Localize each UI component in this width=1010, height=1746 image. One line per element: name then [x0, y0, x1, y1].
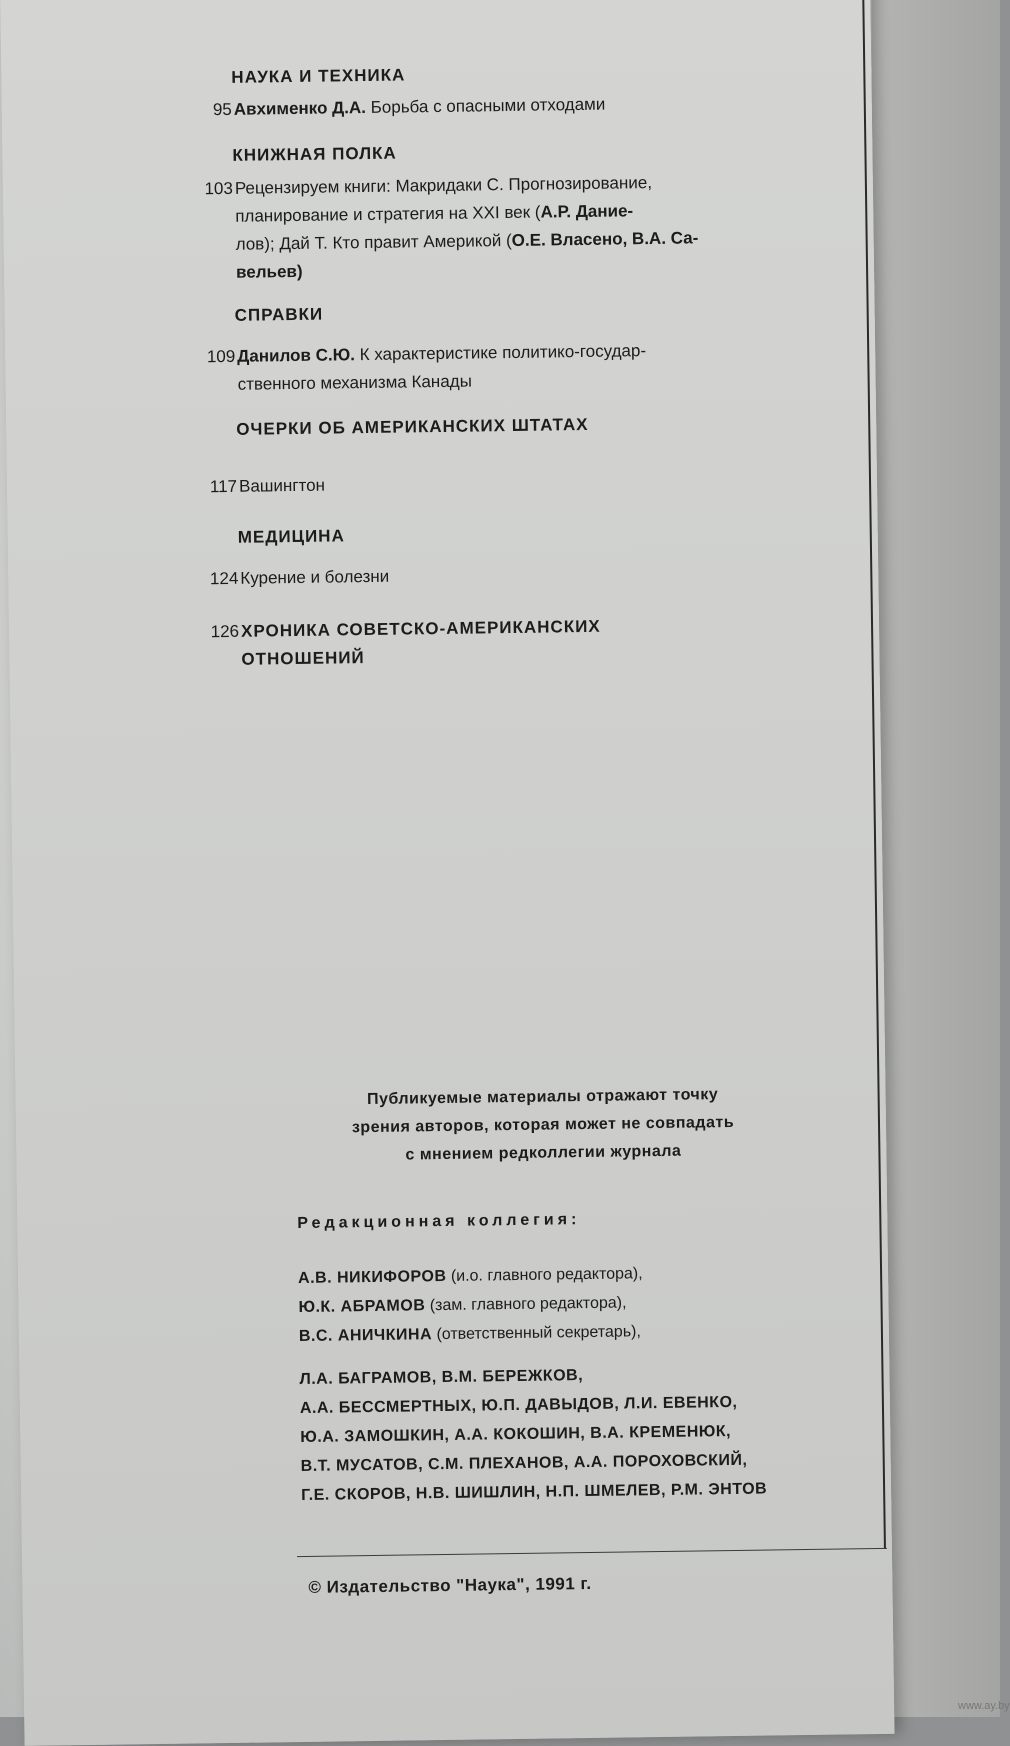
entry-title: ХРОНИКА СОВЕТСКО-АМЕРИКАНСКИХ	[240, 616, 601, 641]
entry-title: ОТНОШЕНИЙ	[241, 648, 365, 669]
section-heading-books: КНИЖНАЯ ПОЛКА	[232, 143, 397, 165]
entry-reviewer: А.Р. Даниe-	[540, 201, 634, 222]
member-line: В.Т. МУСАТОВ, С.М. ПЛЕХАНОВ, А.А. ПОРОХОВСКИЙ,	[300, 1451, 748, 1476]
page-number: 95	[212, 99, 232, 120]
entry-line: планирование и стратегия на XXI век (	[235, 202, 541, 226]
copyright-notice: © Издательство "Наука", 1991 г.	[308, 1573, 592, 1597]
entry-title: ственного механизма Канады	[237, 371, 472, 394]
editor-name: В.С. АНИЧКИНА	[298, 1326, 433, 1346]
notice-line: Публикуемые материалы отражают точку	[366, 1086, 719, 1109]
section-heading-references: СПРАВКИ	[234, 304, 324, 325]
page-number: 126	[210, 621, 240, 642]
editor-name: А.В. НИКИФОРОВ	[297, 1267, 447, 1288]
notice-line: зрения авторов, которая может не совпадать	[351, 1113, 735, 1137]
entry-author: Данилов С.Ю.	[237, 345, 356, 366]
editor-role: (ответственный секретарь),	[436, 1323, 641, 1344]
page-edge	[872, 0, 1000, 1717]
toc-entry-109[interactable]	[195, 335, 786, 399]
member-line: Л.А. БАГРАМОВ, В.М. БЕРЕЖКОВ,	[299, 1367, 584, 1389]
member-line: Г.Е. СКОРОВ, Н.В. ШИШЛИН, Н.П. ШМЕЛЕВ, Р.М. ЭНТОВ	[301, 1480, 768, 1505]
page-number: 117	[209, 476, 238, 497]
toc-entry-103[interactable]	[193, 167, 785, 287]
member-line: Ю.А. ЗАМОШКИН, А.А. КОКОШИН, В.А. КРЕМЕНЮК,	[300, 1423, 732, 1447]
editor-role: (зам. главного редактора),	[429, 1294, 627, 1315]
toc-entry-126[interactable]	[199, 610, 790, 674]
footer-rule	[297, 1548, 887, 1557]
disclaimer-notice	[277, 1080, 808, 1171]
toc-entry-95[interactable]	[192, 88, 782, 124]
entry-line: вельев)	[235, 261, 303, 282]
toc-entry-124[interactable]	[198, 557, 788, 593]
section-heading-science: НАУКА И ТЕХНИКА	[231, 65, 406, 87]
members-list	[299, 1359, 767, 1510]
section-heading-states: ОЧЕРКИ ОБ АМЕРИКАНСКИХ ШТАТАХ	[236, 414, 589, 439]
page-number: 103	[204, 178, 234, 199]
entry-reviewer: О.Е. Власено, В.А. Са-	[511, 228, 699, 250]
member-line: А.А. БЕССМЕРТНЫХ, Ю.П. ДАВЫДОВ, Л.И. ЕВЕНКО,	[299, 1393, 738, 1418]
entry-title: Борьба с опасными отходами	[370, 94, 606, 117]
editors-list	[298, 1259, 644, 1351]
watermark: www.ay.by	[958, 1700, 1010, 1712]
section-heading-medicine: МЕДИЦИНА	[237, 526, 345, 547]
toc-entry-117[interactable]	[197, 465, 787, 501]
entry-line: лов); Дай Т. Кто правит Америкой (	[235, 230, 512, 254]
notice-line: с мнением редколлегии журнала	[405, 1142, 682, 1164]
entry-line: Рецензируем книги: Макридаки С. Прогнозирование,	[234, 172, 653, 198]
editor-line	[299, 1317, 644, 1351]
entry-author: Авхименко Д.А.	[233, 97, 367, 119]
editorial-board-title: Редакционная коллегия:	[297, 1211, 581, 1233]
entry-title: Курение и болезни	[240, 566, 390, 588]
page-number: 109	[206, 346, 236, 367]
entry-title: Вашингтон	[238, 475, 326, 496]
editor-name: Ю.К. АБРАМОВ	[298, 1297, 426, 1317]
entry-title: К характеристике политико-государ-	[359, 341, 647, 365]
page-number: 124	[209, 568, 239, 589]
editor-role: (и.о. главного редактора),	[450, 1265, 643, 1285]
